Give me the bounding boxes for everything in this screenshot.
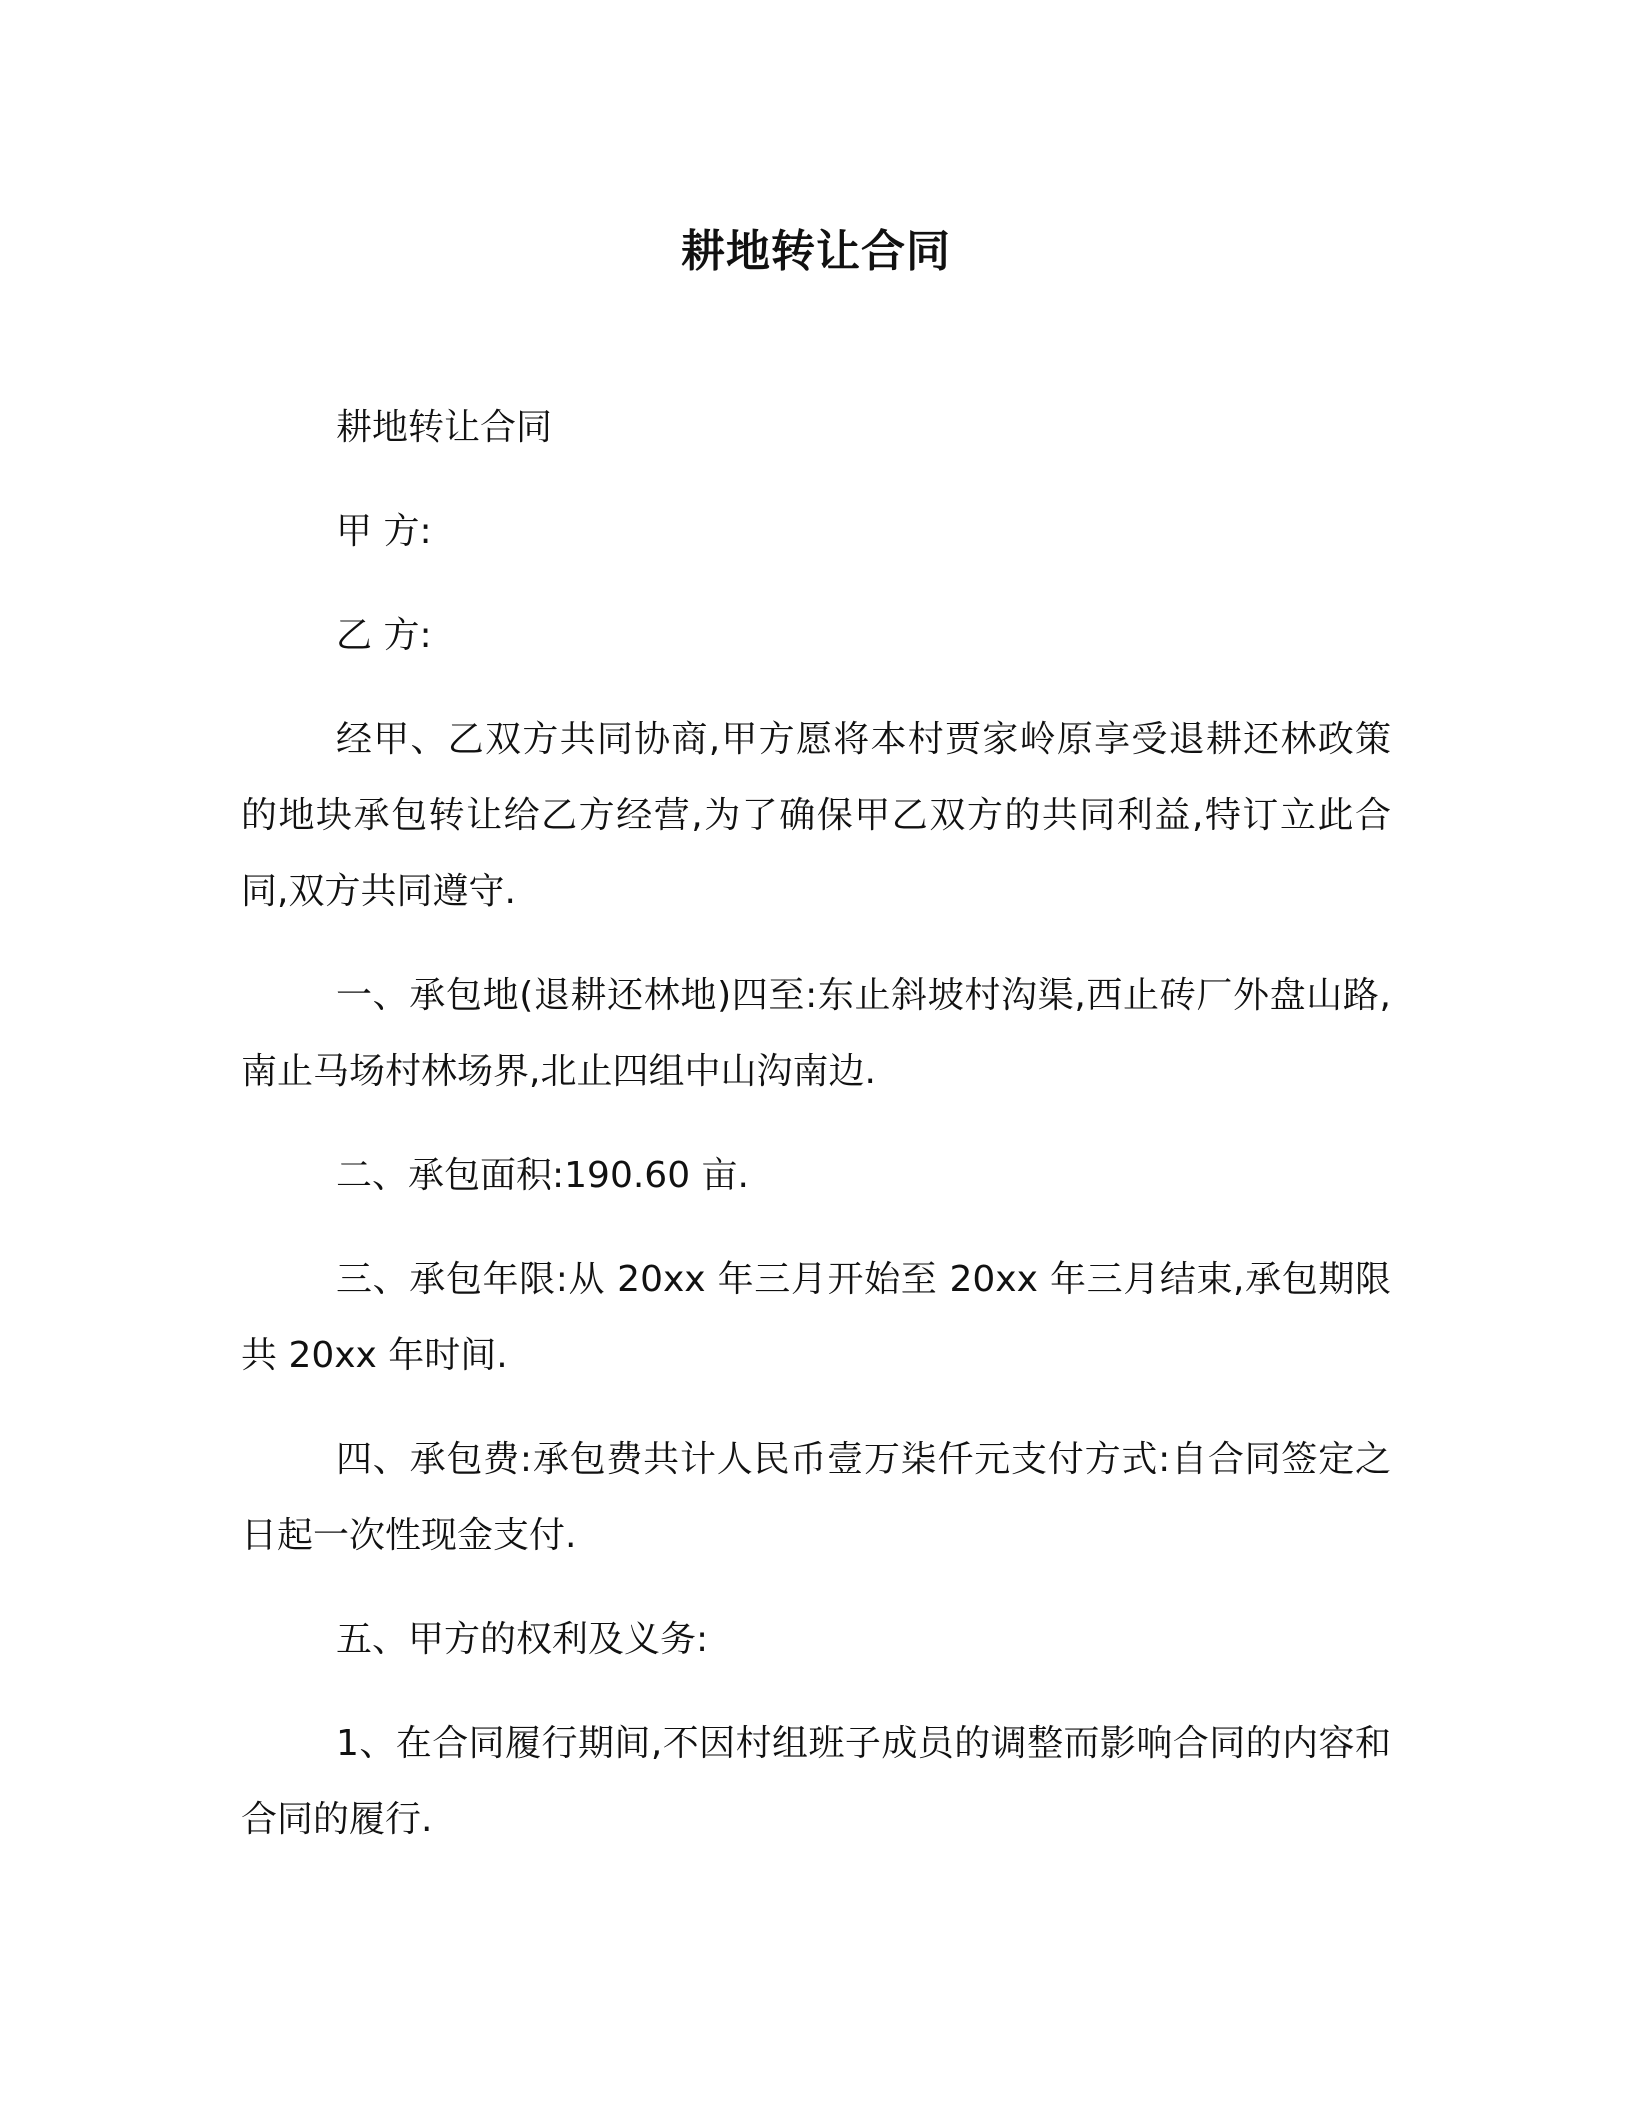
preamble-paragraph: 经甲、乙双方共同协商,甲方愿将本村贾家岭原享受退耕还林政策的地块承包转让给乙方经营,为了确保甲乙双方的共同利益,特订立此合同,双方共同遵守. xyxy=(241,719,1391,912)
clause-3-term: 三、承包年限:从 20xx 年三月开始至 20xx 年三月结束,承包期限共 20xx 年时间. xyxy=(241,1259,1391,1376)
party-a-line: 甲 方: xyxy=(336,511,432,552)
contract-heading: 耕地转让合同 xyxy=(336,407,553,448)
clause-4-fee: 四、承包费:承包费共计人民币壹万柒仟元支付方式:自合同签定之日起一次性现金支付. xyxy=(241,1439,1391,1556)
clause-1-boundaries: 一、承包地(退耕还林地)四至:东止斜坡村沟渠,西止砖厂外盘山路,南止马场村林场界,北止四组中山沟南边. xyxy=(241,975,1391,1092)
clause-2-area: 二、承包面积:190.60 亩. xyxy=(336,1155,749,1196)
document-body xyxy=(241,390,1391,1886)
clause-5-item-1: 1、在合同履行期间,不因村组班子成员的调整而影响合同的内容和合同的履行. xyxy=(241,1723,1391,1840)
party-b-line: 乙 方: xyxy=(336,615,432,656)
clause-5-heading: 五、甲方的权利及义务: xyxy=(336,1619,709,1660)
document-title: 耕地转让合同 xyxy=(681,226,951,277)
